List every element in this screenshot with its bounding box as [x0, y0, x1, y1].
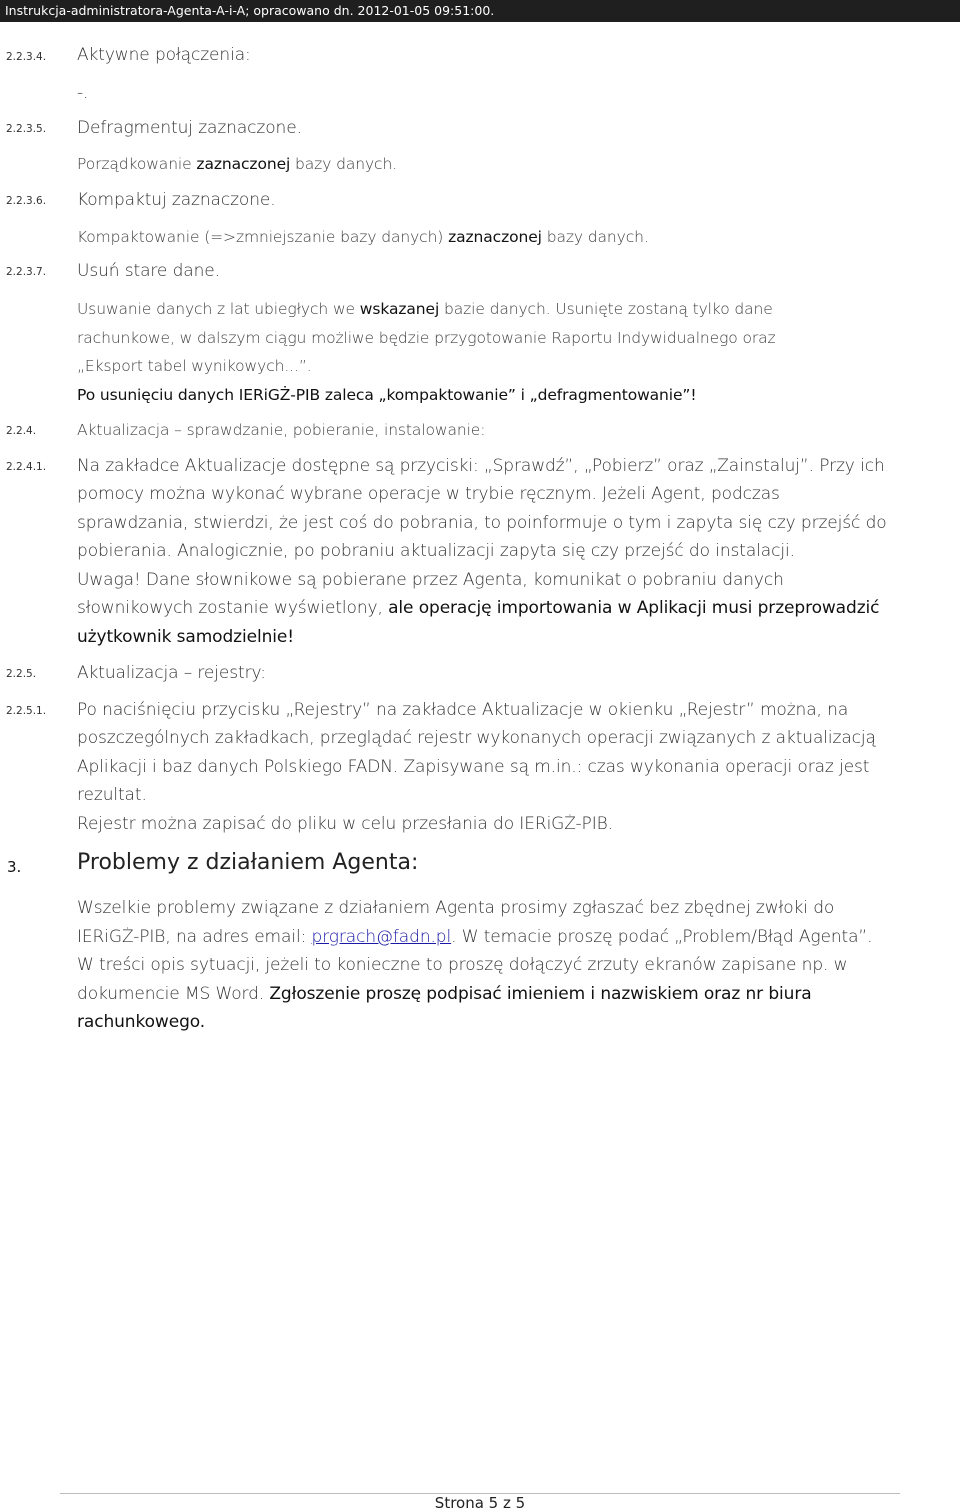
section-number: 2.2.4. — [6, 425, 37, 437]
paragraph-line: pomocy można wykonać wybrane operacje w trybie ręcznym. Jeżeli Agent, podczas — [77, 484, 780, 504]
text-fragment: ale operację importowania w Aplikacji musi przeprowadzić — [388, 598, 880, 618]
paragraph-line: W treści opis sytuacji, jeżeli to konieczne to proszę dołączyć zrzuty ekranów zapisane np. w — [77, 955, 848, 975]
section-title: Kompaktuj zaznaczone. — [77, 190, 276, 210]
paragraph-line — [77, 983, 812, 1005]
paragraph-line: Aplikacji i baz danych Polskiego FADN. Zapisywane są m.in.: czas wykonania operacji oraz jest — [77, 757, 870, 777]
paragraph-line: sprawdzania, stwierdzi, że jest coś do pobrania, to poinformuje o tym i zapyta się czy przejść do — [77, 513, 887, 533]
page-number: Strona 5 z 5 — [434, 1494, 526, 1512]
section-title: Aktywne połączenia: — [77, 45, 251, 65]
paragraph-line — [77, 926, 872, 948]
text-fragment: Kompaktowanie (=>zmniejszanie bazy danych) — [77, 228, 449, 246]
chapter-title: Problemy z działaniem Agenta: — [77, 850, 419, 875]
section-description — [77, 153, 397, 175]
text-fragment: zaznaczonej — [448, 228, 542, 246]
section-number: 2.2.3.6. — [6, 195, 47, 207]
text-fragment: Zgłoszenie proszę podpisać imieniem i nazwiskiem oraz nr biura — [269, 984, 812, 1004]
text-fragment: IERiGŻ-PIB, na adres email: — [77, 927, 312, 947]
section-number: 2.2.4.1. — [6, 461, 47, 473]
section-description — [77, 226, 649, 248]
paragraph-line — [77, 298, 773, 320]
paragraph-line: Wszelkie problemy związane z działaniem Agenta prosimy zgłaszać bez zbędnej zwłoki do — [77, 898, 835, 918]
text-fragment: bazy danych. — [290, 155, 398, 173]
document-header: Instrukcja-administratora-Agenta-A-i-A; opracowano dn. 2012-01-05 09:51:00. — [0, 0, 960, 22]
text-fragment: zaznaczonej — [196, 155, 291, 173]
paragraph-line: użytkownik samodzielnie! — [77, 627, 294, 647]
text-fragment: słownikowych zostanie wyświetlony, — [77, 598, 389, 618]
section-number: 2.2.3.5. — [6, 123, 47, 135]
paragraph-line: rachunkowego. — [77, 1012, 206, 1032]
warning-line: Po usunięciu danych IERiGŻ-PIB zaleca „kompaktowanie” i „defragmentowanie”! — [77, 386, 697, 404]
text-fragment: dokumencie MS Word. — [77, 984, 270, 1004]
paragraph-line: Rejestr można zapisać do pliku w celu przesłania do IERiGŻ-PIB. — [77, 814, 613, 834]
paragraph-line: rezultat. — [77, 785, 147, 805]
paragraph-line: „Eksport tabel wynikowych...”. — [77, 357, 312, 375]
section-number: 2.2.5.1. — [6, 705, 47, 717]
email-link[interactable]: prgrach@fadn.pl — [311, 927, 452, 947]
section-title: Usuń stare dane. — [77, 261, 220, 281]
section-number: 2.2.3.4. — [6, 51, 47, 63]
text-fragment: bazie danych. Usunięte zostaną tylko dane — [439, 300, 773, 318]
text-fragment: Usuwanie danych z lat ubiegłych we — [77, 300, 360, 318]
text-fragment: bazy danych. — [541, 228, 649, 246]
section-number: 2.2.5. — [6, 668, 37, 680]
section-title: Aktualizacja – rejestry: — [77, 663, 266, 683]
chapter-number: 3. — [7, 858, 22, 876]
paragraph-line: pobierania. Analogicznie, po pobraniu aktualizacji zapyta się czy przejść do instalacji. — [77, 541, 795, 561]
paragraph-line: Uwaga! Dane słownikowe są pobierane przez Agenta, komunikat o pobraniu danych — [77, 570, 784, 590]
text-fragment: wskazanej — [359, 300, 440, 318]
section-title: Aktualizacja – sprawdzanie, pobieranie, instalowanie: — [77, 421, 486, 439]
paragraph-line: rachunkowe, w dalszym ciągu możliwe będzie przygotowanie Raportu Indywidualnego oraz — [77, 329, 776, 347]
section-number: 2.2.3.7. — [6, 266, 47, 278]
paragraph-line: Po naciśnięciu przycisku „Rejestry” na zakładce Aktualizacje w okienku „Rejestr” można, na — [77, 700, 849, 720]
placeholder-dash: -. — [77, 83, 89, 103]
paragraph-line — [77, 597, 879, 619]
paragraph-line: Na zakładce Aktualizacje dostępne są przyciski: „Sprawdź”, „Pobierz” oraz „Zainstaluj”. Przy ich — [77, 456, 885, 476]
text-fragment: Porządkowanie — [77, 155, 197, 173]
paragraph-line: poszczególnych zakładkach, przeglądać rejestr wykonanych operacji związanych z aktualizacją — [77, 728, 876, 748]
text-fragment: . W temacie proszę podać „Problem/Błąd Agenta”. — [451, 927, 873, 947]
section-title: Defragmentuj zaznaczone. — [77, 118, 302, 138]
